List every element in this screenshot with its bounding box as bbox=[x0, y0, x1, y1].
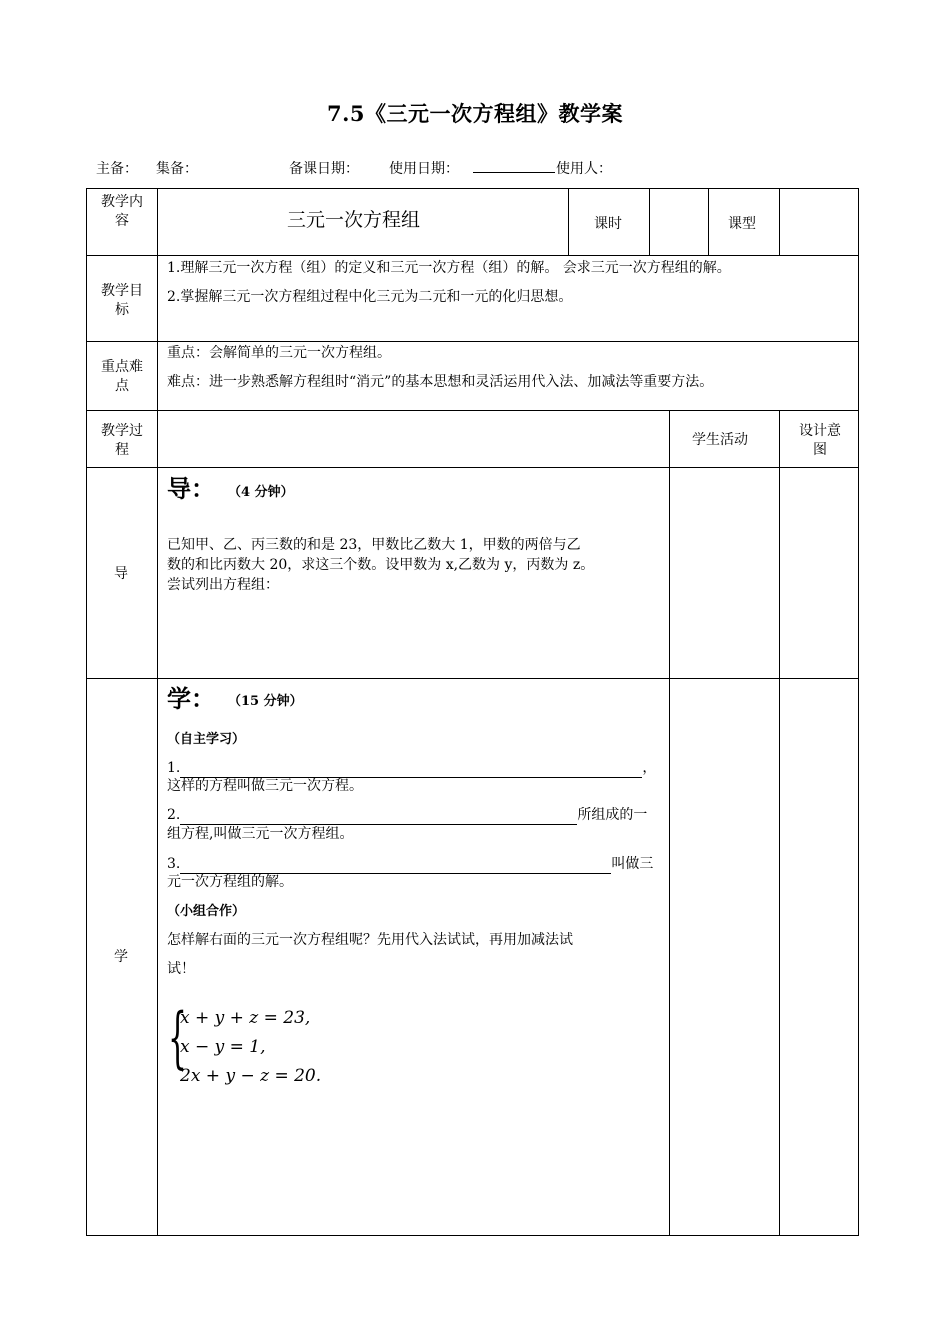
dao-problem-line1: 已知甲、乙、丙三数的和是 23，甲数比乙数大 1，甲数的两倍与乙 bbox=[167, 537, 581, 553]
key-point: 重点：会解简单的三元一次方程组。 bbox=[167, 345, 391, 361]
col-divider bbox=[779, 188, 780, 255]
col-divider bbox=[568, 188, 569, 255]
group-work-label: （小组合作） bbox=[167, 904, 246, 919]
kexing-label: 课型 bbox=[728, 216, 756, 232]
row-divider bbox=[86, 410, 859, 411]
question-3-number: 3. bbox=[167, 856, 181, 872]
row-divider bbox=[86, 467, 859, 468]
student-activity-header: 学生活动 bbox=[692, 432, 748, 448]
row-divider bbox=[86, 255, 859, 256]
xue-heading: 学： bbox=[167, 684, 215, 713]
equation-3: 2x + y − z = 20. bbox=[180, 1066, 322, 1086]
topic-title: 三元一次方程组 bbox=[287, 209, 421, 231]
goal-1: 1.理解三元一次方程（组）的定义和三元一次方程（组）的解。 会求三元一次方程组的解。 bbox=[167, 260, 731, 276]
meta-use-date: 使用日期： bbox=[389, 161, 459, 177]
row-label-content: 教学内容 bbox=[101, 194, 143, 229]
row-label-goals: 教学目标 bbox=[101, 283, 143, 318]
dao-problem-line3: 尝试列出方程组： bbox=[167, 577, 279, 593]
col-divider bbox=[708, 188, 709, 255]
self-study-label: （自主学习） bbox=[167, 732, 246, 747]
question-1-blank[interactable] bbox=[180, 762, 642, 778]
equation-brace: { bbox=[168, 999, 187, 1076]
question-1-end: ， bbox=[642, 760, 657, 776]
group-prompt-line1: 怎样解右面的三元一次方程组呢？先用代入法试试，再用加减法试 bbox=[167, 932, 573, 948]
page-title: 7.5《三元一次方程组》教学案 bbox=[326, 101, 624, 126]
col-divider bbox=[669, 410, 670, 1236]
col-divider bbox=[649, 188, 650, 255]
meta-use-date-blank bbox=[473, 158, 555, 173]
row-divider bbox=[86, 341, 859, 342]
keshi-label: 课时 bbox=[594, 216, 622, 232]
question-2-number: 2. bbox=[167, 807, 181, 823]
equation-1: x + y + z = 23, bbox=[180, 1008, 311, 1028]
xue-time: （15 分钟） bbox=[228, 694, 303, 709]
meta-zhubei: 主备： bbox=[96, 161, 138, 177]
design-intent-header: 设计意图 bbox=[799, 423, 841, 458]
group-prompt-line2: 试！ bbox=[167, 961, 195, 977]
meta-beike-date: 备课日期： bbox=[289, 161, 359, 177]
goal-2: 2.掌握解三元一次方程组过程中化三元为二元和一元的化归思想。 bbox=[167, 289, 573, 305]
row-divider bbox=[86, 678, 859, 679]
col-divider bbox=[157, 188, 158, 1236]
question-3-line2: 元一次方程组的解。 bbox=[167, 874, 293, 890]
question-2-line2: 组方程,叫做三元一次方程组。 bbox=[167, 826, 354, 842]
question-2-end: 所组成的一 bbox=[577, 807, 648, 823]
row-label-process: 教学过程 bbox=[101, 423, 143, 458]
row-label-key-points: 重点难点 bbox=[101, 359, 143, 394]
section-label-xue: 学 bbox=[114, 949, 128, 965]
question-1-number: 1. bbox=[167, 760, 181, 776]
dao-problem-line2: 数的和比丙数大 20，求这三个数。设甲数为 x,乙数为 y，丙数为 z。 bbox=[167, 557, 595, 573]
difficult-point: 难点：进一步熟悉解方程组时“消元”的基本思想和灵活运用代入法、加减法等重要方法。 bbox=[167, 374, 714, 390]
equation-2: x − y = 1, bbox=[180, 1037, 266, 1057]
question-1 bbox=[167, 759, 656, 778]
question-3-blank[interactable] bbox=[180, 858, 611, 874]
meta-jibei: 集备： bbox=[156, 161, 198, 177]
question-2 bbox=[167, 806, 647, 825]
meta-user: 使用人： bbox=[556, 161, 612, 177]
col-divider bbox=[779, 410, 780, 1236]
question-3-end: 叫做三 bbox=[611, 856, 654, 872]
question-3 bbox=[167, 855, 653, 874]
question-2-blank[interactable] bbox=[180, 809, 577, 825]
question-1-line2: 这样的方程叫做三元一次方程。 bbox=[167, 778, 363, 794]
dao-heading: 导： bbox=[167, 474, 215, 503]
dao-time: （4 分钟） bbox=[228, 485, 294, 500]
section-label-dao: 导 bbox=[114, 566, 128, 582]
